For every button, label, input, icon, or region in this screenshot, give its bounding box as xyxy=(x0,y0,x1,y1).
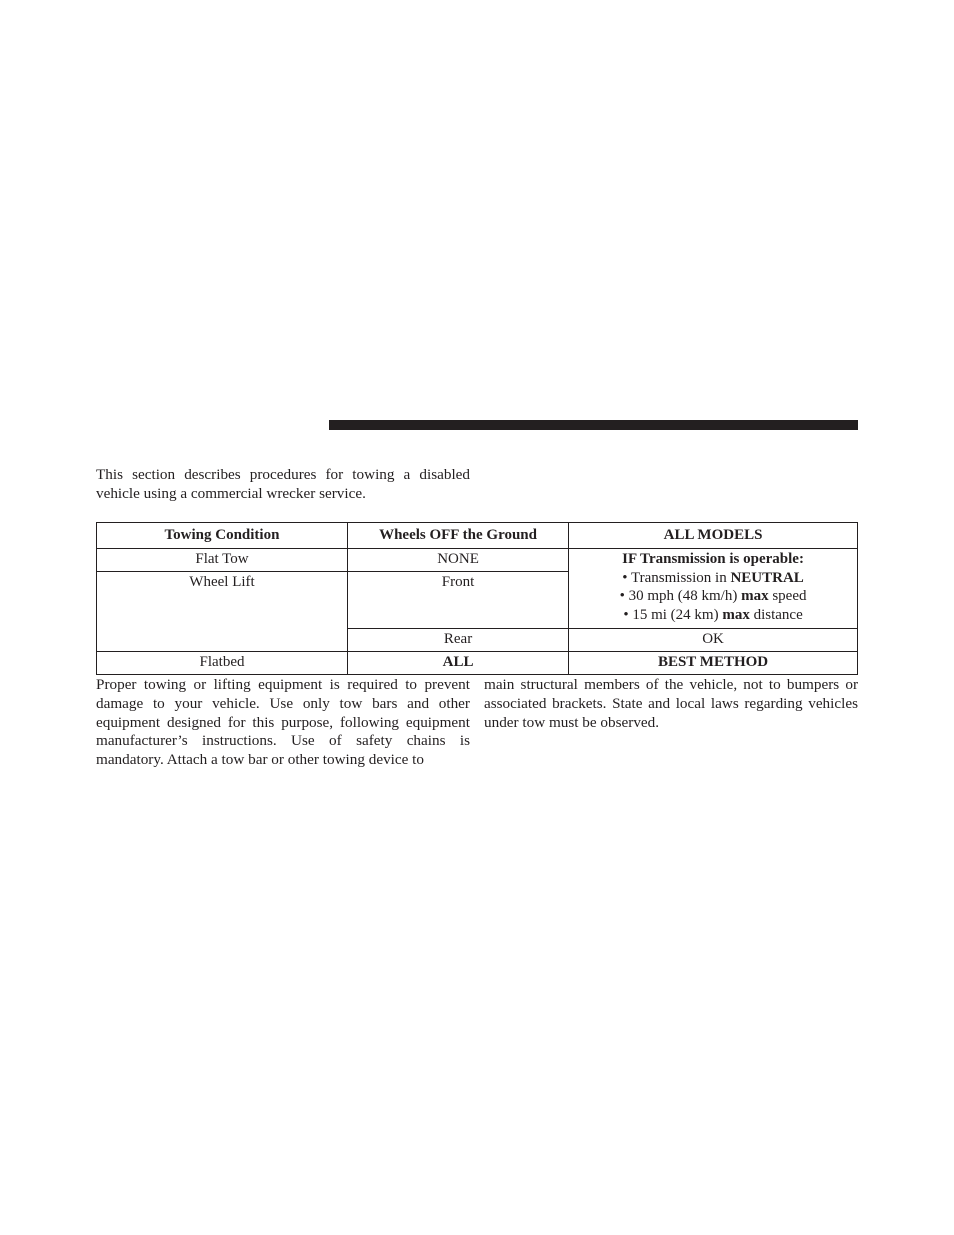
bullet-distance-bold: max xyxy=(722,606,750,623)
cell-flatbed-condition: Flatbed xyxy=(97,652,348,675)
bullet-distance-suffix: distance xyxy=(749,606,803,623)
cell-wheel-lift-front: Front xyxy=(348,572,569,629)
operable-bullet-distance xyxy=(573,606,853,625)
section-rule-bar xyxy=(329,420,858,430)
bullet-speed-suffix: speed xyxy=(768,588,807,604)
header-towing-condition: Towing Condition xyxy=(97,523,348,549)
cell-flat-tow-wheels: NONE xyxy=(348,549,569,572)
towing-table xyxy=(96,522,858,675)
operable-heading: IF Transmission is operable: xyxy=(622,551,804,567)
bullet-neutral-text: • Transmission in xyxy=(622,569,731,586)
cell-flatbed-wheels: ALL xyxy=(348,652,569,675)
cell-wheel-lift-condition: Wheel Lift xyxy=(97,572,348,652)
body-column-right: main structural members of the vehicle, not to bumpers or associated brackets. State and local laws regarding vehicles under tow must be observed. xyxy=(484,676,858,731)
body-text-columns xyxy=(96,676,858,770)
table-header-row xyxy=(97,523,858,549)
table-row-flatbed xyxy=(97,652,858,675)
header-all-models: ALL MODELS xyxy=(569,523,858,549)
cell-wheel-lift-rear-models: OK xyxy=(569,629,858,652)
cell-flat-tow-condition: Flat Tow xyxy=(97,549,348,572)
cell-flatbed-models: BEST METHOD xyxy=(569,652,858,675)
bullet-distance-text: • 15 mi (24 km) xyxy=(623,606,723,623)
bullet-speed-bold: max xyxy=(741,588,769,604)
bullet-speed-text: • 30 mph (48 km/h) xyxy=(619,588,742,604)
operable-bullet-speed xyxy=(573,587,853,606)
intro-paragraph: This section describes procedures for towing a disabled vehicle using a commercial wrecker service. xyxy=(96,466,470,502)
cell-operable-conditions xyxy=(569,549,858,629)
body-column-left: Proper towing or lifting equipment is required to prevent damage to your vehicle. Use only tow bars and other equipment designed for this purpose, following equipment manufacturer’s instructions. Use of safety chains is mandatory. Attach a tow bar or other towing device to xyxy=(96,676,470,769)
cell-wheel-lift-rear: Rear xyxy=(348,629,569,652)
table-row-flat-tow xyxy=(97,549,858,572)
bullet-neutral-bold: NEUTRAL xyxy=(730,569,804,586)
operable-bullet-neutral xyxy=(573,569,853,588)
header-wheels-off-ground: Wheels OFF the Ground xyxy=(348,523,569,549)
